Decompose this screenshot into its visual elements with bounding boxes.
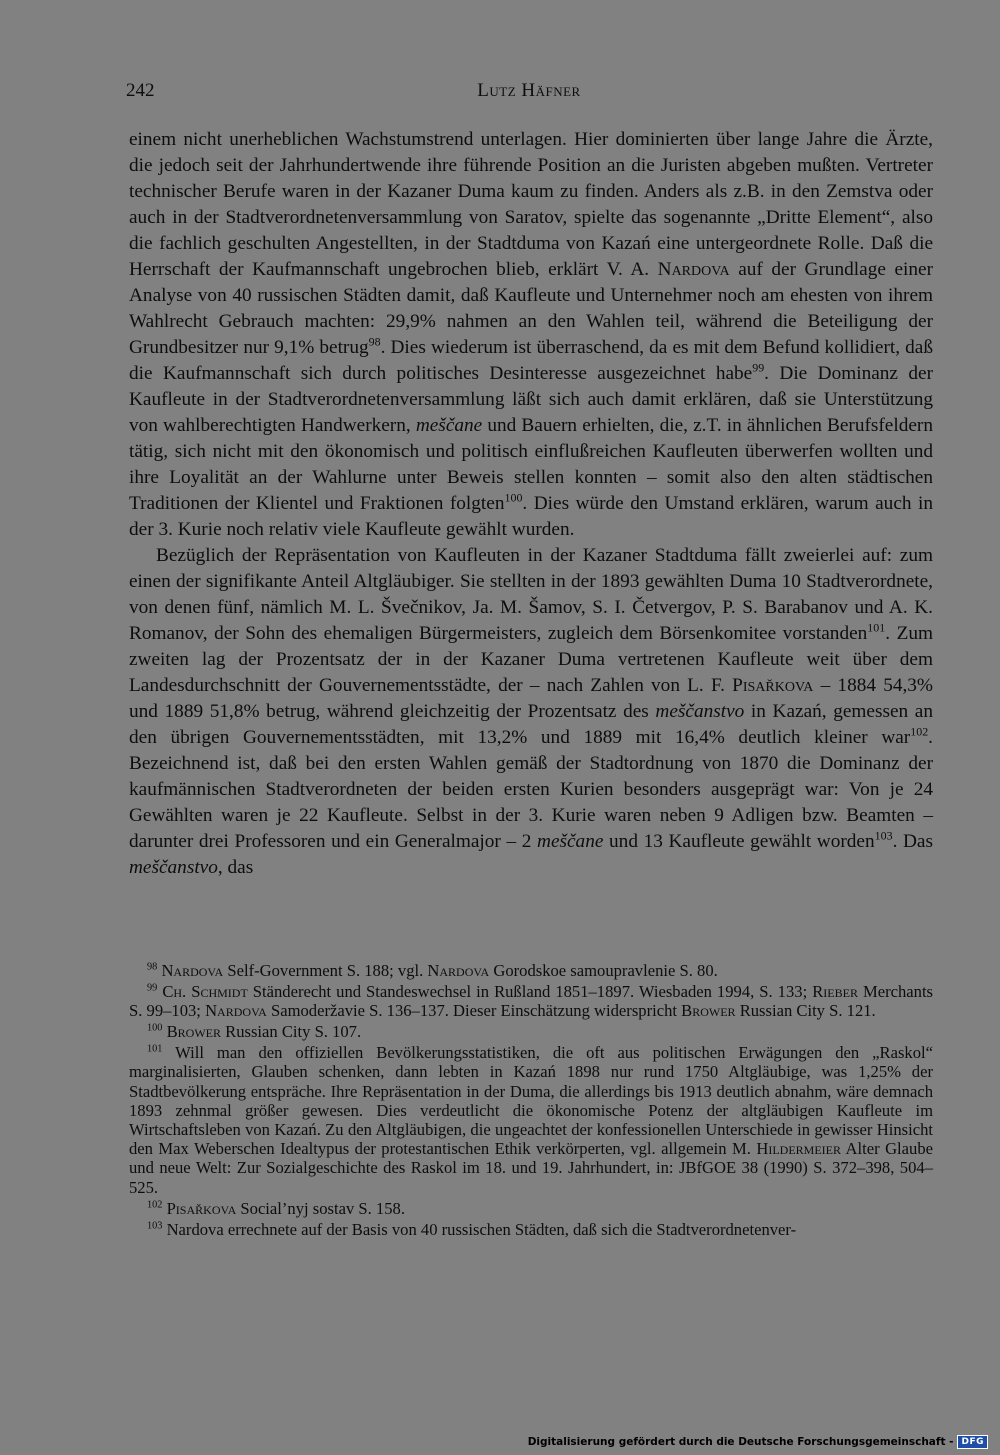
italic-term: meščanstvo xyxy=(655,701,745,722)
text-run: Bezüglich der Repräsentation von Kaufleuten in der Kazaner Stadtduma fällt zweierlei auf: zum einen der signifikante Anteil Altgläubiger. Sie stellten in der 1893 gewählten Duma 10 Stadtverordnete, von denen fünf, nämlich M. L. Švečnikov, Ja. M. Šamov, S. I. Četvergov, P. S. Barabanov und A. K. Romanov, der Sohn des ehemaligen Bürgermeisters, zugleich dem Börsenkomitee vorstanden xyxy=(129,545,933,644)
author-name: Nardova xyxy=(427,961,490,980)
text-run: , das xyxy=(217,857,254,878)
text-run: . Zum zweiten lag der Prozentsatz der in der Kazaner Duma vertretenen Kaufleute weit über dem Landesdurchschnitt der Gouvernementsstädte, der – nach Zahlen von L. F. xyxy=(129,623,933,696)
paragraph xyxy=(129,127,933,543)
author-name: Pisařkova xyxy=(166,1198,237,1218)
footnote-ref: 99 xyxy=(752,360,765,375)
text-run: Ständerecht und Standeswechsel in Rußland 1851–1897. Wiesbaden 1994, S. 133; xyxy=(247,982,813,1001)
footnote-ref: 98 xyxy=(368,334,381,349)
footnote xyxy=(129,982,933,1020)
footnote xyxy=(129,1022,933,1041)
digitization-credit xyxy=(528,1434,988,1450)
main-text xyxy=(129,127,933,881)
author-name: Brower xyxy=(166,1022,221,1042)
author-name: Brower xyxy=(681,1001,736,1021)
page-number: 242 xyxy=(126,80,155,101)
footnote xyxy=(129,961,933,980)
footnote-ref: 99 xyxy=(147,982,158,994)
footnote-ref: 103 xyxy=(874,828,893,843)
footnotes xyxy=(129,961,933,1241)
footnote xyxy=(129,1199,933,1218)
author-name: Nardova xyxy=(205,1001,267,1021)
text-run: . Das xyxy=(892,831,933,852)
text-run: und Bauern erhielten, die, z.T. in ähnlichen Berufsfeldern tätig, sich nicht mit den ökonomisch und politisch einflußreichen Kaufleuten überwerfen wollten und ihre Loyalität an der Wahlurne unter Beweis stellen konnten – somit also den alten städtischen Traditionen der Klientel und Fraktionen folgten xyxy=(129,415,933,514)
text-run: und 13 Kaufleute gewählt worden xyxy=(603,831,875,852)
footnote-ref: 103 xyxy=(147,1220,163,1232)
paragraph xyxy=(129,543,933,881)
text-run: Self-Government S. 188; vgl. xyxy=(223,961,428,980)
author-name: Nardova xyxy=(657,259,730,280)
author-name: Ch. Schmidt xyxy=(162,982,248,1001)
footnote-ref: 100 xyxy=(504,490,523,505)
text-run: Merchants S. 99–103; xyxy=(129,982,934,1021)
footnote-ref: 102 xyxy=(910,724,929,739)
footnote xyxy=(129,1220,933,1239)
author-name: Pisařkova xyxy=(732,675,814,696)
page-header xyxy=(126,80,932,106)
text-run: einem nicht unerheblichen Wachstumstrend unterlagen. Hier dominierten über lange Jahre die Ärzte, die jedoch seit der Jahrhundertwende ihre führende Position an die Juristen abgeben mußten. Vertreter technischer Berufe waren in der Kazaner Duma kaum zu finden. Anders als z.B. in den Zemstva oder auch in der Stadtverordnetenversammlung von Saratov, spielte das sogenannte „Dritte Element“, also die fachlich geschulten Angestellten, in der Stadtduma von Kazań eine untergeordnete Rolle. Daß die Herrschaft der Kaufmannschaft ungebrochen blieb, erklärt V. A. xyxy=(129,129,933,280)
text-run: Samoderžavie S. 136–137. Dieser Einschätzung widerspricht xyxy=(266,1001,682,1021)
text-run: . Dies wiederum ist überraschend, da es mit dem Befund kollidiert, daß die Kaufmannschaft sich durch politisches Desinteresse ausgezeichnet habe xyxy=(129,337,934,384)
text-run: Social’nyj sostav S. 158. xyxy=(236,1198,405,1218)
text-run: – 1884 54,3% und 1889 51,8% betrug, während gleichzeitig der Prozentsatz des xyxy=(129,675,933,722)
footnote-ref: 101 xyxy=(147,1043,163,1055)
text-run: . Bezeichnend ist, daß bei den ersten Wahlen gemäß der Stadtordnung von 1870 die Dominanz der kaufmännischen Stadtverordneten der beiden ersten Kurien besonders ausgeprägt war: Von je 24 Gewählten waren je 22 Kaufleute. Selbst in der 3. Kurie waren neben 9 Adligen bzw. Beamten – darunter drei Professoren und ein Generalmajor – 2 xyxy=(129,727,933,852)
footnote xyxy=(129,1043,933,1197)
footnote-ref: 98 xyxy=(147,961,158,973)
text-run: Nardova errechnete auf der Basis von 40 russischen Städten, daß sich die Stadtverordnetenver- xyxy=(162,1219,797,1239)
text-run: . Die Dominanz der Kaufleute in der Stadtverordnetenversammlung läßt sich auch damit erklären, daß sie Unterstützung von wahlberechtigten Handwerkern, xyxy=(129,363,933,436)
italic-term: meščanstvo xyxy=(129,857,218,878)
author-name: Nardova xyxy=(161,961,224,980)
author-name: Rieber xyxy=(812,982,858,1001)
italic-term: meščane xyxy=(537,831,604,852)
text-run: Alter Glaube und neue Welt: Zur Sozialgeschichte des Raskol im 18. und 19. Jahrhundert, in: JBfGOE 38 (1990) S. 372–398, 504–525. xyxy=(129,1139,933,1197)
author-name: Hildermeier xyxy=(756,1139,841,1159)
running-head: Lutz Häfner xyxy=(477,80,581,101)
footnote-ref: 102 xyxy=(147,1199,163,1211)
footnote-ref: 101 xyxy=(867,620,886,635)
text-run: Russian City S. 107. xyxy=(220,1022,362,1042)
text-run: . Dies würde den Umstand erklären, warum auch in der 3. Kurie noch relativ viele Kaufleute gewählt wurden. xyxy=(129,493,933,540)
dfg-logo: DFG xyxy=(957,1435,988,1449)
italic-term: meščane xyxy=(415,415,483,436)
footnote-ref: 100 xyxy=(147,1022,163,1034)
text-run: Gorodskoe samoupravlenie S. 80. xyxy=(489,961,718,980)
text-run: auf der Grundlage einer Analyse von 40 russischen Städten damit, daß Kaufleute und Unternehmer noch am ehesten von ihrem Wahlrecht Gebrauch machten: 29,9% nahmen an den Wahlen teil, während die Beteiligung der Grundbesitzer nur 9,1% betrug xyxy=(129,259,933,358)
text-run: in Kazań, gemessen an den übrigen Gouvernementsstädten, mit 13,2% und 1889 mit 16,4% deutlich kleiner war xyxy=(129,701,933,748)
text-run: Russian City S. 121. xyxy=(735,1001,876,1021)
text-run: Will man den offiziellen Bevölkerungsstatistiken, die oft aus politischen Erwägungen den „Raskol“ marginalisierten, Glauben schenken, dann lebten in Kazań 1898 nur rund 1750 Altgläubige, was 1,25% der Stadtbevölkerung entspräche. Ihre Repräsentation in der Duma, die allerdings bis 1913 deutlich abnahm, wäre demnach 1893 zehnmal größer gewesen. Dies verdeutlicht die ökonomische Potenz der altgläubigen Kaufleute im Wirtschaftsleben von Kazań. Zu den Altgläubigen, die ungeachtet der konfessionellen Unterschiede in gewisser Hinsicht den Max Weberschen Idealtypus der protestantischen Ethik verkörperten, vgl. allgemein M. xyxy=(129,1043,933,1159)
credit-text: Digitalisierung gefördert durch die Deutsche Forschungsgemeinschaft - xyxy=(527,1436,954,1448)
